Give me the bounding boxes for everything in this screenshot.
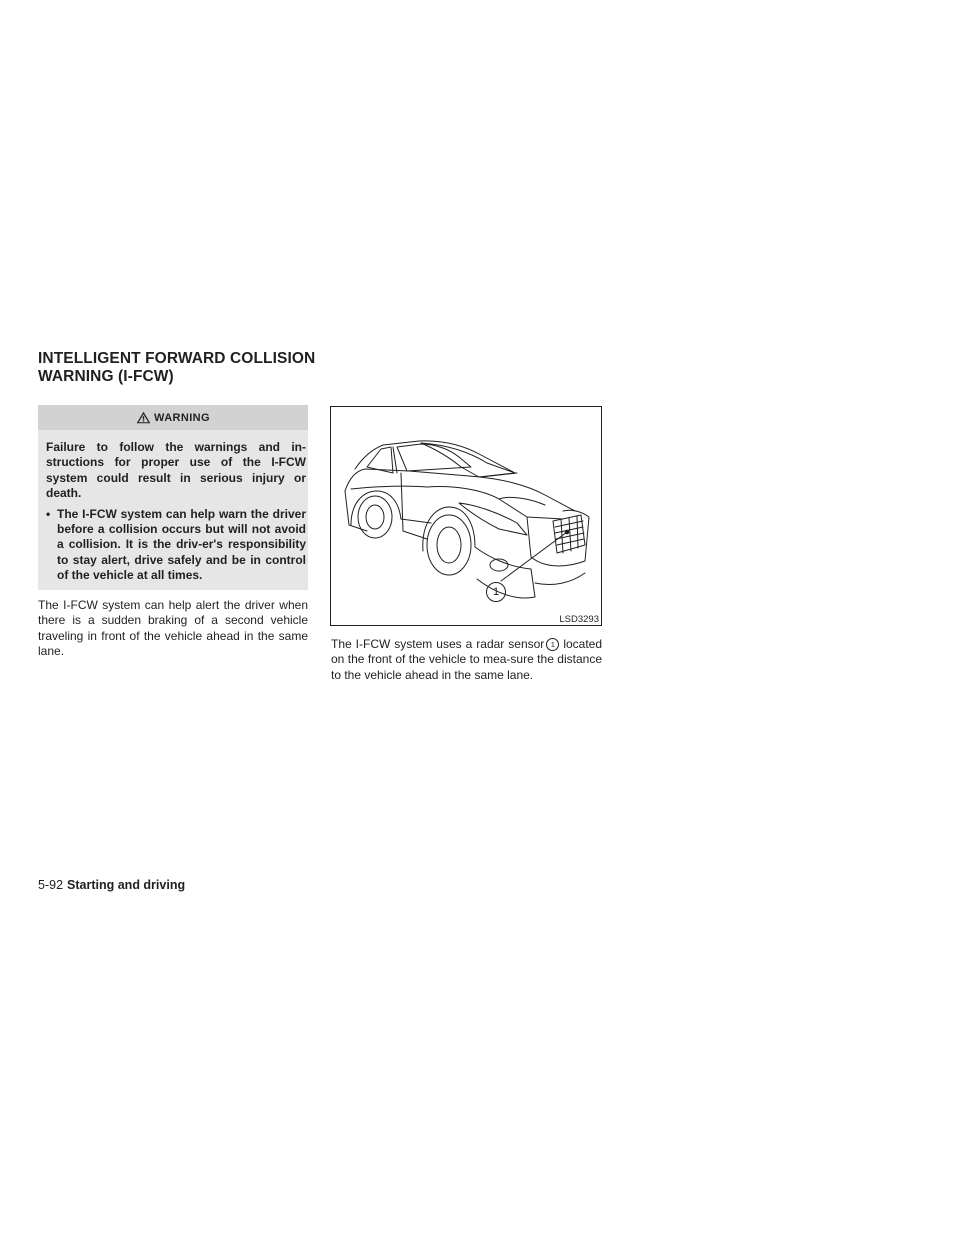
section-title-line-1: INTELLIGENT FORWARD COLLISION bbox=[38, 350, 316, 367]
radar-text-before: The I-FCW system uses a radar sensor bbox=[331, 637, 545, 651]
vehicle-radar-figure bbox=[330, 406, 602, 626]
page-number: 5-92 bbox=[38, 878, 64, 892]
radar-sensor-paragraph bbox=[331, 637, 602, 683]
warning-body bbox=[38, 430, 308, 584]
warning-intro: Failure to follow the warnings and in-structions for proper use of the I-FCW system could result in serious injury or death. bbox=[46, 440, 306, 501]
car-illustration bbox=[331, 407, 601, 625]
figure-callout-label: 1 bbox=[492, 586, 500, 598]
section-title bbox=[38, 350, 315, 386]
page-footer bbox=[38, 878, 185, 893]
warning-box bbox=[38, 405, 308, 590]
warning-title: WARNING bbox=[154, 411, 210, 424]
figure-code: LSD3293 bbox=[559, 614, 599, 625]
figure-callout-1 bbox=[486, 582, 506, 602]
chapter-title: Starting and driving bbox=[67, 878, 186, 892]
warning-triangle-icon bbox=[136, 411, 151, 424]
intro-paragraph: The I-FCW system can help alert the driver when there is a sudden braking of a second vehicle traveling in front of the vehicle ahead in the same lane. bbox=[38, 598, 308, 659]
warning-bullet bbox=[46, 507, 306, 584]
warning-header bbox=[38, 405, 308, 430]
inline-callout-1: 1 bbox=[546, 638, 559, 651]
section-title-line-2: WARNING (I-FCW) bbox=[38, 368, 174, 385]
warning-bullet-text: The I-FCW system can help warn the driver before a collision occurs but will not avoid a collision. It is the driv-er's responsibility to stay alert, drive safely and be in control of the vehicle at all times. bbox=[57, 506, 306, 583]
bullet-marker: • bbox=[46, 506, 51, 521]
radar-text-after: located on the front of the vehicle to mea-sure the distance to the vehicle ahead in the same lane. bbox=[331, 637, 603, 682]
